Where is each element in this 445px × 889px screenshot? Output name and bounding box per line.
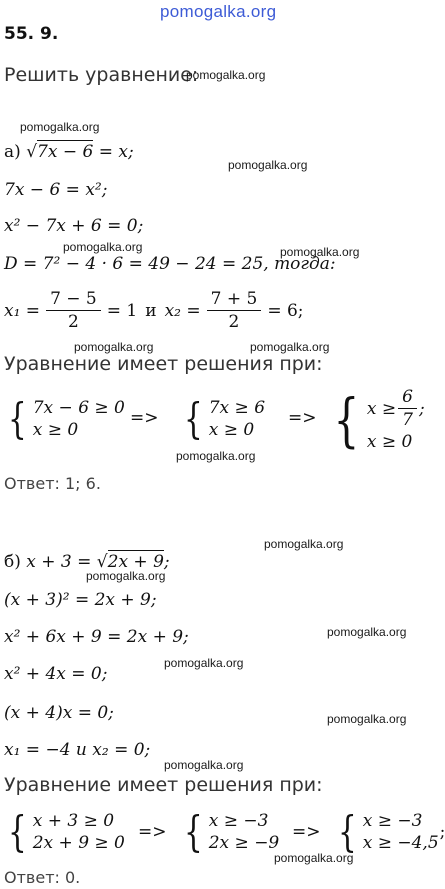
part-b-equation-1: б) x + 3 = √2x + 9; [4, 552, 170, 572]
watermark: pomogalka.org [280, 245, 360, 259]
watermark: pomogalka.org [164, 758, 244, 772]
part-a-roots: x₁ = $\frac{7 - 5}{2}$ = 1 и x₂ = $\frac{7 + 5}{2}$ = 6; [4, 289, 304, 332]
watermark: pomogalka.org [264, 537, 344, 551]
part-a-system-2: { 7x ≥ 6 x ≥ 0 [184, 394, 266, 443]
part-a-discriminant: D = 7² − 4 · 6 = 49 − 24 = 25, тогда: [4, 254, 336, 274]
part-b-equation-2: (x + 3)² = 2x + 9; [4, 590, 157, 610]
part-b-equation-5: (x + 4)x = 0; [4, 703, 114, 723]
part-a-equation-3: x² − 7x + 6 = 0; [4, 216, 144, 236]
watermark: pomogalka.org [274, 851, 354, 865]
part-a-equation-2: 7x − 6 = x²; [4, 180, 108, 200]
task-heading: Решить уравнение: [4, 64, 199, 86]
watermark: pomogalka.org [176, 449, 256, 463]
watermark: pomogalka.org [250, 340, 330, 354]
watermark: pomogalka.org [74, 340, 154, 354]
part-a-condition-heading: Уравнение имеет решения при: [4, 353, 323, 375]
part-a-equation-1: а) √7x − 6 = x; [4, 142, 134, 162]
watermark: pomogalka.org [164, 656, 244, 670]
part-b-condition-heading: Уравнение имеет решения при: [4, 774, 323, 796]
watermark: pomogalka.org [327, 625, 407, 639]
part-b-equation-4: x² + 4x = 0; [4, 664, 108, 684]
part-a-system-3: { x ≥ $\frac{6}{7}$ ; x ≥ 0 [333, 385, 425, 454]
part-b-system-1: { x + 3 ≥ 0 2x + 9 ≥ 0 [8, 807, 125, 856]
part-b-system-2: { x ≥ −3 2x ≥ −9 [184, 807, 280, 856]
watermark: pomogalka.org [63, 240, 143, 254]
part-b-equation-3: x² + 6x + 9 = 2x + 9; [4, 627, 189, 647]
watermark: pomogalka.org [186, 68, 266, 82]
watermark: pomogalka.org [327, 712, 407, 726]
part-a-system-1: { 7x − 6 ≥ 0 x ≥ 0 [8, 394, 125, 443]
part-a-answer: Ответ: 1; 6. [4, 474, 101, 493]
implies-arrow: => [130, 408, 159, 428]
watermark: pomogalka.org [20, 120, 100, 134]
part-b-roots: x₁ = −4 и x₂ = 0; [4, 740, 151, 760]
implies-arrow: => [138, 822, 167, 842]
watermark: pomogalka.org [228, 158, 308, 172]
part-b-system-3: { x ≥ −3 x ≥ −4,5 ; [338, 807, 445, 856]
implies-arrow: => [292, 822, 321, 842]
implies-arrow: => [288, 408, 317, 428]
watermark-top: pomogalka.org [160, 2, 277, 21]
problem-number: 55. 9. [4, 24, 59, 44]
watermark: pomogalka.org [86, 569, 166, 583]
part-b-answer: Ответ: 0. [4, 868, 81, 887]
